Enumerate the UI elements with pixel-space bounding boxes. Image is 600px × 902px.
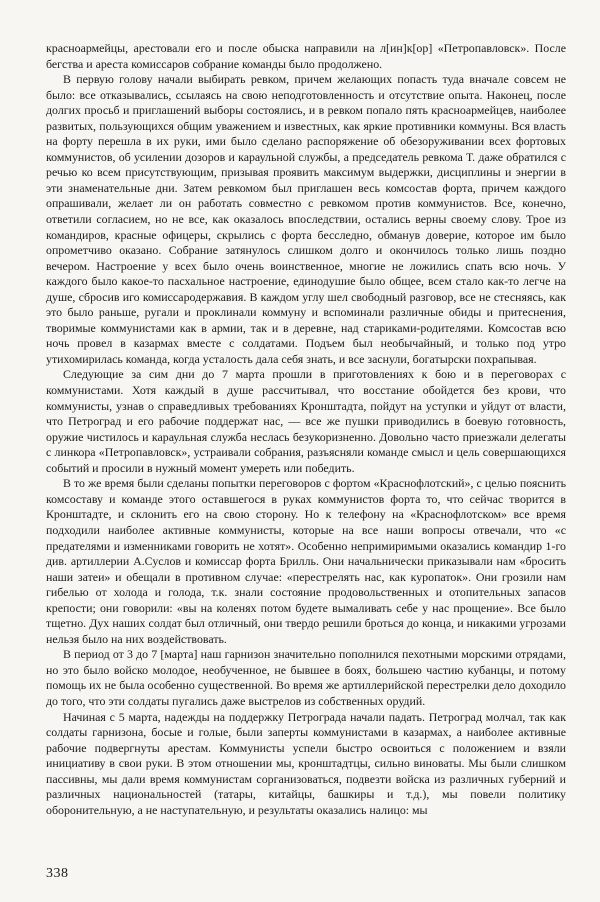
paragraph-1: красноармейцы, арестовали его и после обыска направили на л[ин]к[ор] «Петропавловск». После бегства и ареста комиссаров собрание команды было продолжено. (46, 41, 566, 71)
page-number: 338 (46, 866, 69, 881)
paragraph-6: Начиная с 5 марта, надежды на поддержку Петрограда начали падать. Петроград молчал, так как солдаты гарнизона, босые и голые, были заперты коммунистами в казармах, а наиболее активные рабочие подвергнуты арестам. Коммунисты успели быстро освоиться с положением и взяли инициативу в свои руки. В этом отношении мы, кронштадтцы, сильно виноваты. Мы были слишком пассивны, мы дали время коммунистам сорганизоваться, подвезти войска из различных губерний и различных национальностей (татары, китайцы, башкиры и т.д.), мы повели политику оборонительную, а не наступательную, и результаты оказались налицо: мы (46, 709, 566, 817)
paragraph-4: В то же время были сделаны попытки переговоров с фортом «Краснофлотский», с целью пояснить комсоставу и команде этого оставшегося в руках коммунистов форта то, что сейчас творится в Кронштадте, и склонить его на свою сторону. Но к телефону на «Краснофлотском» все время подходили наиболее активные коммунисты, которые на все наши вопросы отвечали, что «с предателями и изменниками говорить не хотят». Особенно непримиримыми оказались командир 1-го див. артиллерии А.Суслов и комиссар форта Брилль. Они начальнически приказывали нам «бросить наши затеи» и обещали в противном случае: «перестрелять нас, как куропаток». Они грозили нам гибелью от холода и голода, т.к. знали состояние продовольственных и отопительных запасов крепости; они говорили: «вы на коленях потом будете вымаливать себе у нас прощение». Все было тщетно. Дух наших солдат был отличный, они твердо решили броться до конца, и никакими угрозами нельзя было на них воздействовать. (46, 476, 566, 646)
paragraph-5: В период от 3 до 7 [марта] наш гарнизон значительно пополнился пехотными морскими отрядами, но это было войско молодое, необученное, не бывшее в боях, большею частию кубанцы, и потому помощь их не была особенно существенной. Во время же артиллерийской перестрелки дело доходило до того, что эти солдаты пугались даже выстрелов из собственных орудий. (46, 647, 566, 708)
page-body (46, 41, 566, 818)
paragraph-3: Следующие за сим дни до 7 марта прошли в приготовлениях к бою и в переговорах с коммунистами. Хотя каждый в душе рассчитывал, что восстание обойдется без крови, что коммунисты, узнав о справедливых требованиях Кронштадта, пойдут на уступки и уйдут от власти, что Петроград и его рабочие поддержат нас, — все же пушки приводились в боевую готовность, оружие чистилось и караульная служба неслась безукоризненно. Довольно часто приезжали делегаты с линкора «Петропавловск», устраивали собрания, разъясняли команде смысл и цель совершающихся событий и просили в нужный момент умереть или победить. (46, 367, 566, 475)
paragraph-2: В первую голову начали выбирать ревком, причем желающих попасть туда вначале совсем не было: все отказывались, ссылаясь на свою неподготовленность и отсутствие опыта. Наконец, после долгих просьб и приглашений выборы состоялись, и в ревком попало пять красноармейцев, наиболее развитых, пользующихся общим уважением и известных, как яркие противники коммуны. Вся власть на форту перешла в их руки, ими было сделано распоряжение об обезоруживании всех фортовых коммунистов, об усилении дозоров и караульной службы, а председатель ревкома Т. даже обратился с речью ко всем присутствующим, призывая проявить максимум выдержки, дисциплины и энергии в эти знаменательные дни. Затем ревкомом был приглашен весь комсостав форта, причем каждого опрашивали, желает ли он работать совместно с ревкомом против коммунистов. Все, конечно, ответили согласием, но не все, как оказалось впоследствии, остались верны своему слову. Трое из командиров, красные офицеры, скрылись с форта бесследно, обманув доверие, которое им было опрометчиво оказано. Собрание затянулось слишком долго и окончилось только лишь поздно вечером. Настроение у всех было очень воинственное, многие не ложились спать всю ночь. У каждого было какое-то пасхальное настроение, единодушие было общее, всем стало как-то легче на душе, сбросив иго комиссародержавия. В каждом углу шел свободный разговор, все не стесняясь, как это было раньше, ругали и проклинали коммуну и вспоминали различные обиды и притеснения, творимые коммунистами как в армии, так и в деревне, над стариками-родителями. Комсостав всю ночь провел в казармах вместе с солдатами. Подъем был необычайный, и только под утро утихомирилась команда, когда усталость дала себя знать, и все заснули, богатырски похрапывая. (46, 72, 566, 366)
